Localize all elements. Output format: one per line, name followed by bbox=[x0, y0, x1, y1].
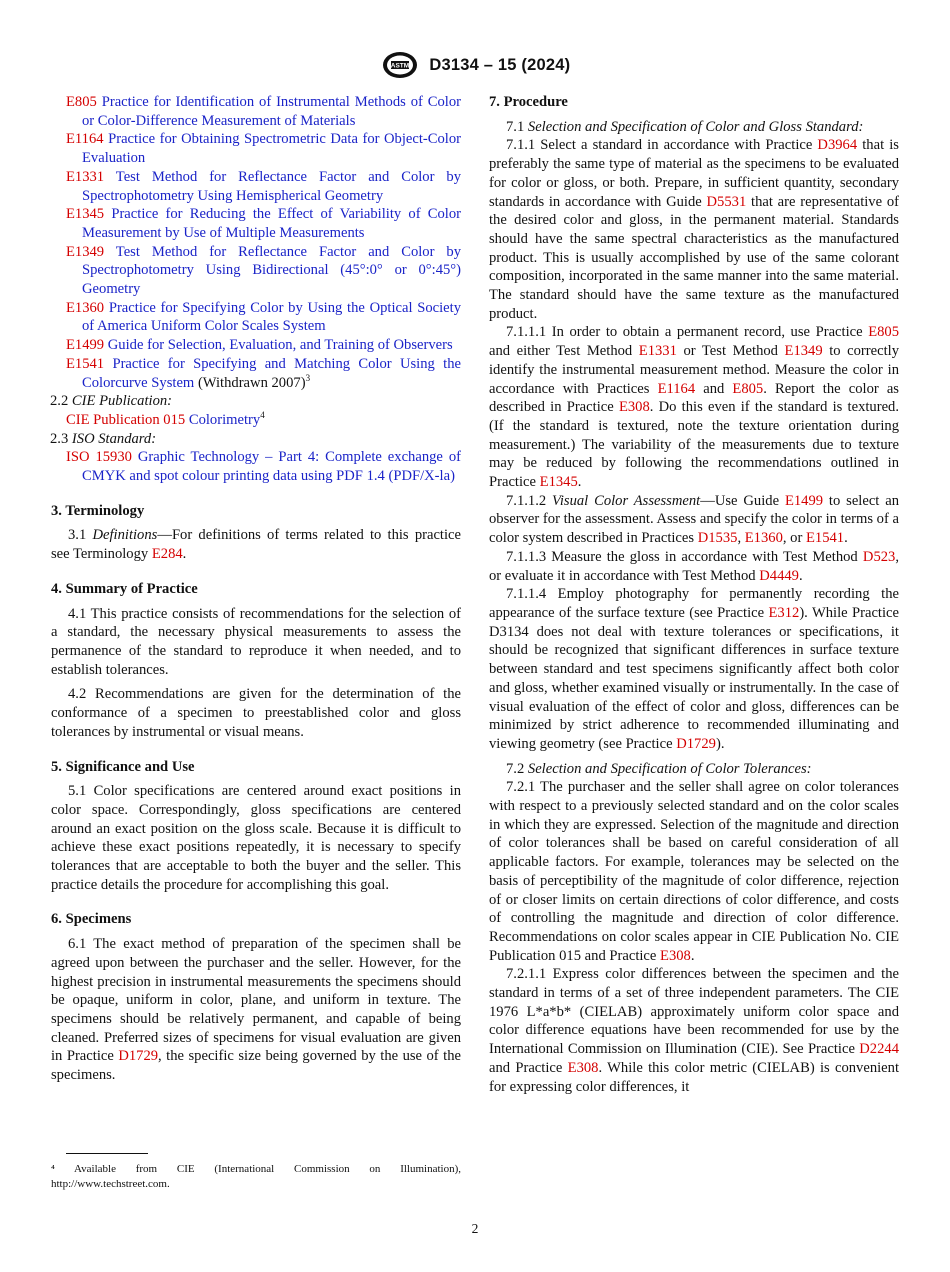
t: . While this color metric (CIELAB) is convenient for expressing color differences, it bbox=[489, 1059, 900, 1095]
para-7-1-1-1 bbox=[489, 323, 899, 491]
section-3-heading: 3. Terminology bbox=[51, 502, 145, 519]
cie-title-link[interactable]: Colorimetry bbox=[188, 411, 261, 428]
cie-heading: CIE Publication: bbox=[71, 393, 173, 410]
cie-number: 2.2 bbox=[50, 393, 69, 410]
para-7-2-1-1 bbox=[489, 965, 899, 1096]
link-e805[interactable]: E805 bbox=[732, 380, 764, 397]
iso-number: 2.3 bbox=[50, 430, 69, 447]
link-e1164[interactable]: E1164 bbox=[657, 380, 696, 397]
link-e805[interactable]: E805 bbox=[868, 324, 899, 341]
reference-item bbox=[66, 299, 461, 336]
t: that is preferably the same type of material as the specimens to be evaluated for color or gloss, or both. Prepare, in sufficient quantity, secondary standards in accordance with Guide bbox=[489, 137, 899, 210]
iso-subheading bbox=[50, 430, 461, 449]
link-e1345[interactable]: E1345 bbox=[539, 474, 578, 491]
iso-title-link[interactable]: Graphic Technology – Part 4: Complete exchange of CMYK and spot colour printing data using PDF 1.4 (PDF/X-la) bbox=[82, 449, 461, 485]
t: and bbox=[703, 380, 725, 397]
link-d2244[interactable]: D2244 bbox=[859, 1041, 899, 1058]
para-7-1-number: 7.1 bbox=[506, 118, 525, 135]
reference-item bbox=[66, 336, 461, 355]
cie-ref bbox=[66, 411, 461, 430]
referenced-documents-list bbox=[66, 93, 461, 392]
para-3-1-end: . bbox=[182, 546, 187, 563]
reference-item bbox=[66, 168, 461, 205]
left-column bbox=[50, 93, 462, 1085]
astm-logo-icon bbox=[380, 50, 420, 80]
left-sections bbox=[51, 502, 461, 1085]
t: to select an observer for the assessment. Assess and specify the color in terms of a color system described in Practices bbox=[489, 492, 899, 547]
link-e1499[interactable]: E1499 bbox=[784, 492, 824, 509]
t: . bbox=[577, 474, 582, 491]
t: 7.1.1.2 bbox=[506, 492, 547, 509]
reference-title-link[interactable]: Practice for Specifying Color by Using the Optical Society of America Uniform Color Scales System bbox=[82, 299, 462, 335]
t: 7.2.1.1 Express color differences between the specimen and the standard in terms of a set of three independent parameters. The CIE 1976 L*a*b* (CIELAB) approximately uniform color space and color difference equations have been recommended for use by the International Commission on Illumination (CIE). See Practice bbox=[489, 966, 899, 1058]
t: . Report the color as described in Practice bbox=[489, 380, 899, 416]
t: and either Test Method bbox=[489, 343, 633, 360]
t: . bbox=[690, 947, 695, 964]
reference-footnote-mark: 3 bbox=[305, 372, 311, 383]
page-header bbox=[0, 50, 950, 80]
para-7-1-title: Selection and Specification of Color and Gloss Standard: bbox=[527, 118, 864, 135]
t: , or evaluate it in accordance with Test Method bbox=[489, 548, 899, 584]
link-d4449[interactable]: D4449 bbox=[759, 567, 799, 584]
reference-item bbox=[66, 130, 461, 167]
t: . bbox=[798, 567, 803, 584]
reference-title-link[interactable]: Test Method for Reflectance Factor and Color by Spectrophotometry Using Bidirectional (45°:0° or 0°:45°) Geometry bbox=[82, 243, 461, 298]
reference-title-link[interactable]: Test Method for Reflectance Factor and Color by Spectrophotometry Using Hemispherical Geometry bbox=[82, 168, 461, 204]
para-7-1 bbox=[489, 118, 899, 137]
document-title: D3134 – 15 (2024) bbox=[429, 55, 571, 74]
reference-item bbox=[66, 243, 461, 299]
link-e312[interactable]: E312 bbox=[768, 604, 800, 621]
right-column bbox=[489, 93, 899, 1096]
iso-code-link[interactable]: ISO 15930 bbox=[66, 449, 132, 466]
reference-code-link[interactable]: E1331 bbox=[66, 168, 105, 185]
t: that are representative of the desired color and gloss, in the permanent material. Standards should have the same spectral characteristics as the manufactured product. This is usually accomplished by use of the same colorant composition, incorporated in the same manner into the same material. The standard should have the same texture as the manufactured product. bbox=[489, 193, 899, 322]
para-7-1-1 bbox=[489, 136, 899, 323]
reference-code-link[interactable]: E1499 bbox=[66, 337, 105, 354]
t: Selection and Specification of Color Tolerances: bbox=[527, 760, 812, 777]
link-e308[interactable]: E308 bbox=[618, 399, 650, 416]
para-6-1-text: 6.1 The exact method of preparation of the specimen shall be agreed upon between the purchaser and the seller. However, for the highest precision in instrumental measurements the specimens should be opaque, uniform in color, plane, and uniform in texture. The specimens should be relatively permanent, and capable of being cleaned. Preferred sizes of specimens for visual evaluation are given in Practice bbox=[51, 936, 461, 1065]
link-e1541[interactable]: E1541 bbox=[806, 530, 845, 547]
link-d1729[interactable]: D1729 bbox=[676, 735, 716, 752]
reference-code-link[interactable]: E1345 bbox=[66, 206, 105, 223]
para-4-2: 4.2 Recommendations are given for the determination of the conformance of a specimen to preestablished color and gloss tolerances by instrumental or visual means. bbox=[51, 686, 461, 740]
cie-code-link[interactable]: CIE Publication 015 bbox=[66, 411, 186, 428]
page-number: 2 bbox=[471, 1221, 479, 1236]
t: to correctly identify the instrumental measurement method. Measure the color in accordance with Practices bbox=[489, 343, 899, 397]
link-d1535[interactable]: D1535 bbox=[697, 530, 738, 547]
link-e308[interactable]: E308 bbox=[567, 1059, 599, 1076]
reference-code-link[interactable]: E1164 bbox=[66, 131, 104, 148]
t: 7.1.1.1 In order to obtain a permanent record, use Practice bbox=[506, 324, 863, 341]
footnote-4: ⁴ Available from CIE (International Commission on Illumination), http://www.techstreet.com. bbox=[51, 1163, 461, 1190]
para-7-2 bbox=[489, 760, 899, 779]
link-d1729[interactable]: D1729 bbox=[118, 1048, 159, 1065]
link-e1349[interactable]: E1349 bbox=[784, 343, 823, 360]
footnote-rule bbox=[66, 1153, 148, 1154]
t: 7.1.1.3 Measure the gloss in accordance with Test Method bbox=[506, 548, 858, 565]
para-7-1-1-4 bbox=[489, 585, 899, 753]
t: 7.1.1 Select a standard in accordance with Practice bbox=[506, 137, 813, 154]
para-3-1-text: —For definitions of terms related to this practice see Terminology bbox=[51, 527, 461, 563]
para-4-1: 4.1 This practice consists of recommendations for the selection of a standard, the necessary physical measurements to assess the permanence of the standard to reproduce it when needed, and to establish tolerances. bbox=[51, 605, 461, 678]
iso-ref bbox=[66, 448, 461, 485]
reference-item bbox=[66, 355, 461, 392]
t: 7.2 bbox=[506, 760, 525, 777]
reference-title-link[interactable]: Practice for Specifying and Matching Color Using the Colorcurve System bbox=[82, 355, 461, 391]
reference-code-link[interactable]: E805 bbox=[66, 94, 97, 110]
reference-title-link[interactable]: Practice for Identification of Instrumental Methods of Color or Color-Difference Measurement of Materials bbox=[82, 94, 461, 129]
para-6-1-end: , the specific size being governed by the use of the specimens. bbox=[51, 1048, 461, 1084]
para-7-1-1-2 bbox=[489, 492, 899, 548]
t: or Test Method bbox=[683, 343, 778, 360]
t: ). While Practice D3134 does not deal with texture tolerances or specifications, it should be recognized that significant differences in surface texture between standard and test specimens significantly affect both color and gloss, whether examined visually or instrumentally. In the case of visual evaluation of the effect of color and gloss, differences can be minimized by strict adherence to recommended illuminating and viewing geometry (see Practice bbox=[489, 604, 899, 752]
para-5-1: 5.1 Color specifications are centered around exact positions in color space. Correspondingly, gloss specifications are centered around an exact position on the gloss scale. Because it is difficult to achieve these exact positions repeatedly, it is necessary to specify tolerances that are acceptable to both the buyer and the seller. This practice details the procedure for accomplishing this goal. bbox=[51, 783, 461, 893]
reference-title-link[interactable]: Guide for Selection, Evaluation, and Training of Observers bbox=[107, 337, 453, 354]
para-3-1 bbox=[51, 526, 461, 563]
para-7-2-1 bbox=[489, 778, 899, 965]
link-d523[interactable]: D523 bbox=[862, 548, 896, 565]
t: 7.1.1.4 Employ photography for permanently recording the appearance of the surface texture (see Practice bbox=[489, 586, 899, 621]
section-7-heading: 7. Procedure bbox=[489, 94, 568, 110]
para-3-1-term: Definitions bbox=[92, 527, 158, 544]
astm-logo-text: ASTM bbox=[390, 62, 409, 70]
link-d5531[interactable]: D5531 bbox=[706, 193, 747, 210]
reference-title-link[interactable]: Practice for Obtaining Spectrometric Data for Object-Color Evaluation bbox=[82, 131, 461, 167]
cie-subheading bbox=[50, 392, 461, 411]
t: ). bbox=[715, 735, 725, 752]
reference-item bbox=[66, 205, 461, 242]
t: and Practice bbox=[489, 1059, 563, 1076]
reference-title-link[interactable]: Practice for Reducing the Effect of Variability of Color Measurement by Use of Multiple Measurements bbox=[82, 206, 462, 241]
t: , or bbox=[782, 530, 803, 547]
reference-item bbox=[66, 93, 461, 130]
t: . Do this even if the standard is textured. (If the standard is textured, note the texture orientation during measurement.) The variability of the measurements due to texture may be reduced by following the recommendations outlined in Practice bbox=[489, 399, 900, 491]
reference-note: (Withdrawn 2007) bbox=[197, 374, 306, 391]
section-4-heading: 4. Summary of Practice bbox=[51, 580, 198, 597]
section-5-heading: 5. Significance and Use bbox=[51, 758, 195, 775]
t: . bbox=[844, 530, 848, 547]
link-d3964[interactable]: D3964 bbox=[817, 137, 858, 154]
link-e284[interactable]: E284 bbox=[151, 546, 183, 563]
t: , bbox=[737, 530, 742, 547]
t: —Use Guide bbox=[700, 492, 780, 509]
reference-code-link[interactable]: E1541 bbox=[66, 355, 105, 372]
link-e1331[interactable]: E1331 bbox=[638, 343, 677, 360]
cie-footnote-mark: 4 bbox=[260, 410, 265, 421]
link-e308[interactable]: E308 bbox=[660, 947, 691, 964]
t: 7.2.1 The purchaser and the seller shall agree on color tolerances with respect to a previously selected standard and on the color scales in which they are expressed. Selection of the magnitude and direction of color tolerances shall be based on careful consideration of all applicable factors. For example, tolerances may be selected on the basis of perceptibility of the magnitude of color difference, rejection of or closer limits on certain directions of color difference, and costs of controlling the magnitude and direction of color difference. Recommendations on color scales appear in CIE Publication No. CIE Publication 015 and Practice bbox=[489, 779, 899, 964]
para-7-1-1-3 bbox=[489, 548, 899, 585]
para-3-1-number: 3.1 bbox=[68, 527, 87, 544]
para-6-1 bbox=[51, 935, 461, 1085]
reference-code-link[interactable]: E1349 bbox=[66, 243, 105, 260]
link-e1360[interactable]: E1360 bbox=[744, 530, 783, 547]
iso-heading: ISO Standard: bbox=[71, 430, 157, 447]
t: Visual Color Assessment bbox=[552, 492, 701, 509]
reference-code-link[interactable]: E1360 bbox=[66, 299, 105, 316]
section-6-heading: 6. Specimens bbox=[51, 911, 132, 928]
